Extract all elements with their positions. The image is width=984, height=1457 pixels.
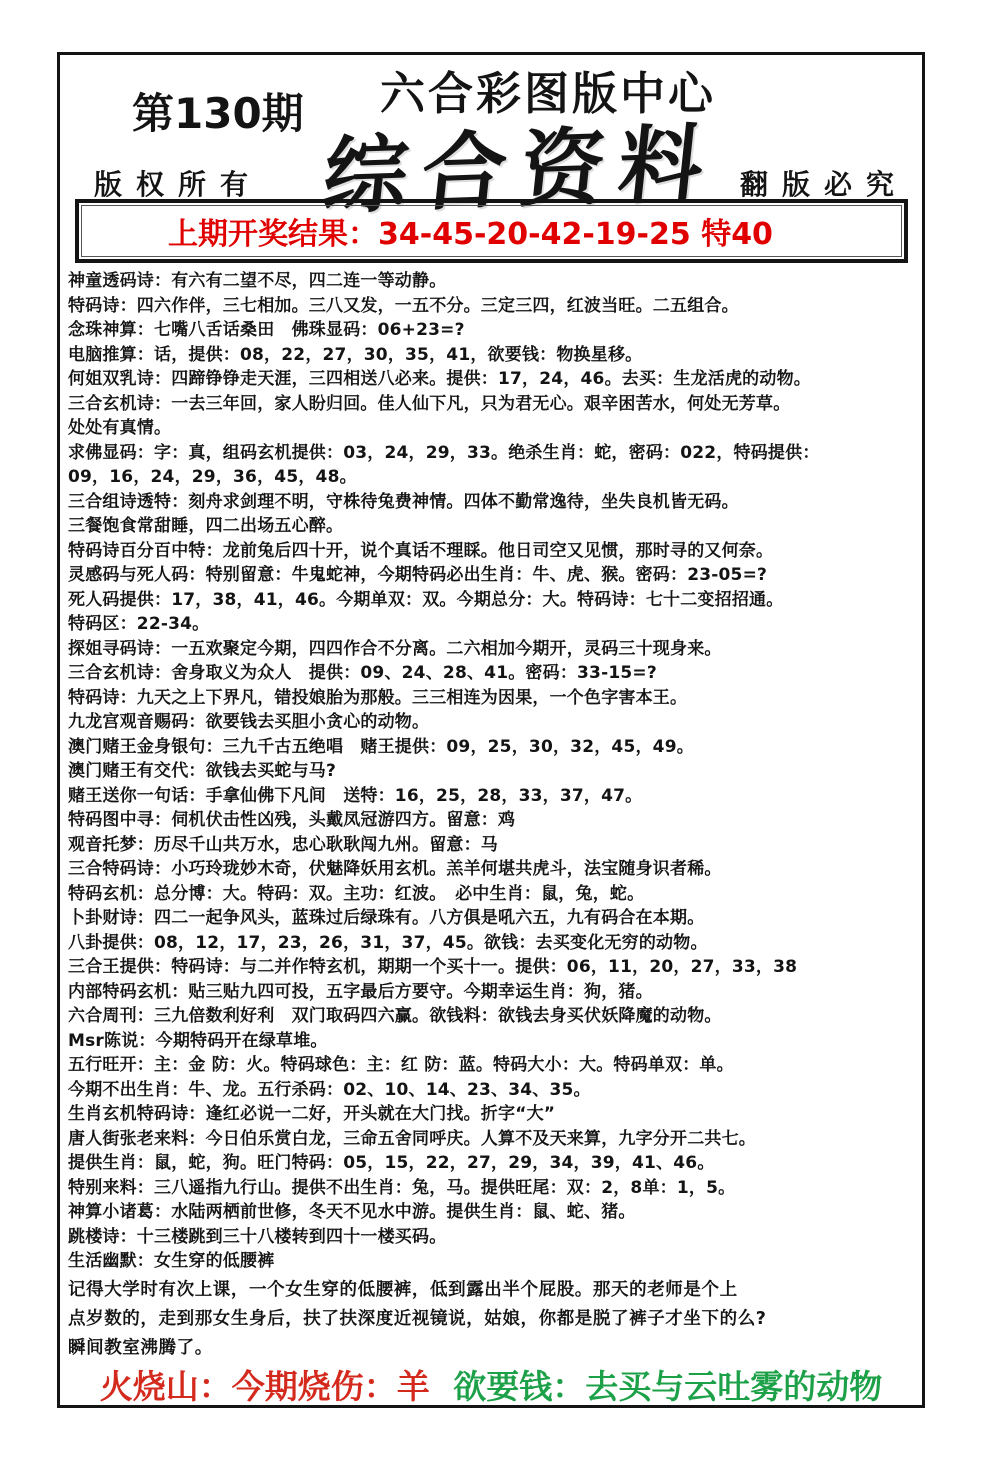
body-text-line: 09，16，24，29，36，45，48。 bbox=[68, 467, 357, 487]
body-text-line: 提供生肖：鼠，蛇，狗。旺门特码：05，15，22，27，29，34，39，41、46。 bbox=[68, 1153, 715, 1173]
humor-paragraph-line: 记得大学时有次上课，一个女生穿的低腰裤，低到露出半个屁股。那天的老师是个上 bbox=[68, 1280, 738, 1300]
body-text-line: 卜卦财诗：四二一起争风头，蓝珠过后绿珠有。八方俱是吼六五，九有码合在本期。 bbox=[68, 908, 705, 928]
body-text-line: 念珠神算：七嘴八舌话桑田 佛珠显码：06+23=? bbox=[68, 320, 465, 340]
body-text-line: 神童透码诗：有六有二望不尽，四二连一等动静。 bbox=[68, 271, 447, 291]
body-text-line: 求佛显码：字：真，组码玄机提供：03，24，29，33。绝杀生肖：蛇，密码：022，特码提供： bbox=[68, 442, 820, 463]
body-text-line: 三合特码诗：小巧玲珑妙木奇，伏魅降妖用玄机。羔羊何堪共虎斗，法宝随身识者稀。 bbox=[68, 859, 722, 879]
body-text-line: 特码诗：四六作伴，三七相加。三八又发，一五不分。三定三四，红波当旺。二五组合。 bbox=[68, 295, 739, 316]
footer-red-tip: 火烧山：今期烧伤：羊 bbox=[99, 1367, 430, 1406]
humor-paragraph-line: 瞬间教室沸腾了。 bbox=[68, 1338, 213, 1358]
body-text-line: 唐人街张老来料：今日伯乐赏白龙，三命五舍同呼庆。人算不及天来算，九字分开二共七。 bbox=[68, 1128, 756, 1149]
body-text-line: 内部特码玄机：贴三贴九四可投，五字最后方要守。今期幸运生肖：狗，猪。 bbox=[68, 981, 653, 1002]
body-text-line: 五行旺开：主：金 防：火。特码球色：主：红 防：蓝。特码大小：大。特码单双：单。 bbox=[68, 1055, 734, 1075]
body-text-line: 观音托梦：历尽千山共万水，忠心耿耿闯九州。留意：马 bbox=[68, 834, 498, 855]
body-text-line: 死人码提供：17，38，41，46。今期单双：双。今期总分：大。特码诗：七十二变招招通。 bbox=[68, 589, 784, 610]
body-text-line: 三合组诗透特：刻舟求剑理不明，守株待兔费神情。四体不勤常逸待，坐失良机皆无码。 bbox=[68, 491, 739, 512]
body-text-line: 特码图中寻：伺机伏击性凶残，头戴凤冠游四方。留意：鸡 bbox=[68, 810, 516, 830]
body-text-line: 特码诗百分百中特：龙前兔后四十开，说个真话不理睬。他日司空又见惯，那时寻的又何奈。 bbox=[68, 540, 774, 561]
body-text-line: 灵感码与死人码：特别留意：牛鬼蛇神，今期特码必出生肖：牛、虎、猴。密码：23-05=? bbox=[68, 565, 768, 585]
body-text-line: 探姐寻码诗：一五欢聚定今期，四四作合不分离。二六相加今期开，灵码三十现身来。 bbox=[68, 638, 722, 659]
body-text-line: 处处有真情。 bbox=[68, 418, 172, 438]
copyright-right-label: 翻版必究 bbox=[739, 168, 908, 201]
site-title: 六合彩图版中心 bbox=[380, 67, 717, 120]
previous-result-text: 上期开奖结果：34-45-20-42-19-25 特40 bbox=[168, 217, 773, 252]
body-text-line: 三合玄机诗：舍身取义为众人 提供：09、24、28、41。密码：33-15=? bbox=[68, 663, 657, 683]
body-text-line: 三餐饱食常甜睡，四二出场五心醉。 bbox=[68, 516, 344, 536]
body-text-line: 生肖玄机特码诗：逢红必说一二好，开头就在大门找。折字“大” bbox=[68, 1104, 556, 1124]
body-text bbox=[68, 269, 917, 1274]
body-text-line: 澳门赌王金身银句：三九千古五绝唱 赌王提供：09，25，30，32，45，49。 bbox=[68, 736, 694, 757]
body-text-line: 今期不出生肖：牛、龙。五行杀码：02、10、14、23、34、35。 bbox=[68, 1079, 591, 1100]
body-text-line: Msr陈说：今期特码开在绿草堆。 bbox=[68, 1030, 328, 1051]
body-text-line: 九龙宫观音赐码：欲要钱去买胆小贪心的动物。 bbox=[68, 712, 430, 732]
previous-result-box bbox=[75, 199, 908, 263]
main-title: 综合资料 bbox=[318, 114, 723, 226]
body-text-line: 澳门赌王有交代：欲钱去买蛇与马? bbox=[68, 761, 337, 781]
body-text-line: 三合王提供：特码诗：与二并作特玄机，期期一个买十一。提供：06，11，20，27，33，38 bbox=[68, 957, 798, 977]
body-text-line: 何姐双乳诗：四蹄铮铮走天涯，三四相送八必来。提供：17，24，46。去买：生龙活虎的动物。 bbox=[68, 369, 811, 389]
body-text-line: 三合玄机诗：一去三年回，家人盼归回。佳人仙下凡，只为君无心。艰辛困苦水，何处无芳草。 bbox=[68, 393, 791, 414]
body-text-line: 特别来料：三八遥指九行山。提供不出生肖：兔，马。提供旺尾：双：2，8单：1，5。 bbox=[68, 1177, 736, 1198]
body-text-line: 六合周刊：三九倍数利好利 双门取码四六赢。欲钱料：欲钱去身买伏妖降魔的动物。 bbox=[68, 1006, 722, 1026]
body-text-line: 赌王送你一句话：手拿仙佛下凡间 送特：16，25，28，33，37，47。 bbox=[68, 785, 643, 806]
page-frame bbox=[57, 52, 925, 1408]
body-text-line: 神算小诸葛：水陆两栖前世修，冬天不见水中游。提供生肖：鼠、蛇、猪。 bbox=[68, 1202, 636, 1222]
body-text-line: 生活幽默：女生穿的低腰裤 bbox=[68, 1251, 275, 1271]
body-text-line: 跳楼诗：十三楼跳到三十八楼转到四十一楼买码。 bbox=[68, 1226, 447, 1247]
copyright-left-label: 版权所有 bbox=[94, 168, 263, 201]
body-text-line: 特码诗：九天之上下界凡，错投娘胎为那般。三三相连为因果，一个色字害本王。 bbox=[68, 687, 688, 708]
body-text-line: 特码玄机：总分博：大。特码：双。主功：红波。 必中生肖：鼠，兔，蛇。 bbox=[68, 883, 645, 904]
body-text-line: 电脑推算：话，提供：08，22，27，30，35，41，欲要钱：物换星移。 bbox=[68, 344, 643, 365]
body-text-line: 特码区：22-34。 bbox=[68, 614, 210, 634]
previous-result-inner-border bbox=[81, 205, 902, 257]
footer-green-tip: 欲要钱：去买与云吐雾的动物 bbox=[453, 1367, 883, 1406]
humor-paragraph bbox=[68, 1276, 917, 1363]
humor-paragraph-line: 点岁数的，走到那女生身后，扶了扶深度近视镜说，姑娘，你都是脱了裤子才坐下的么? bbox=[68, 1309, 767, 1329]
footer-tip-line bbox=[60, 1361, 922, 1408]
body-text-line: 八卦提供：08，12，17，23，26，31，37，45。欲钱：去买变化无穷的动物。 bbox=[68, 932, 708, 953]
issue-number: 第130期 bbox=[132, 89, 304, 138]
